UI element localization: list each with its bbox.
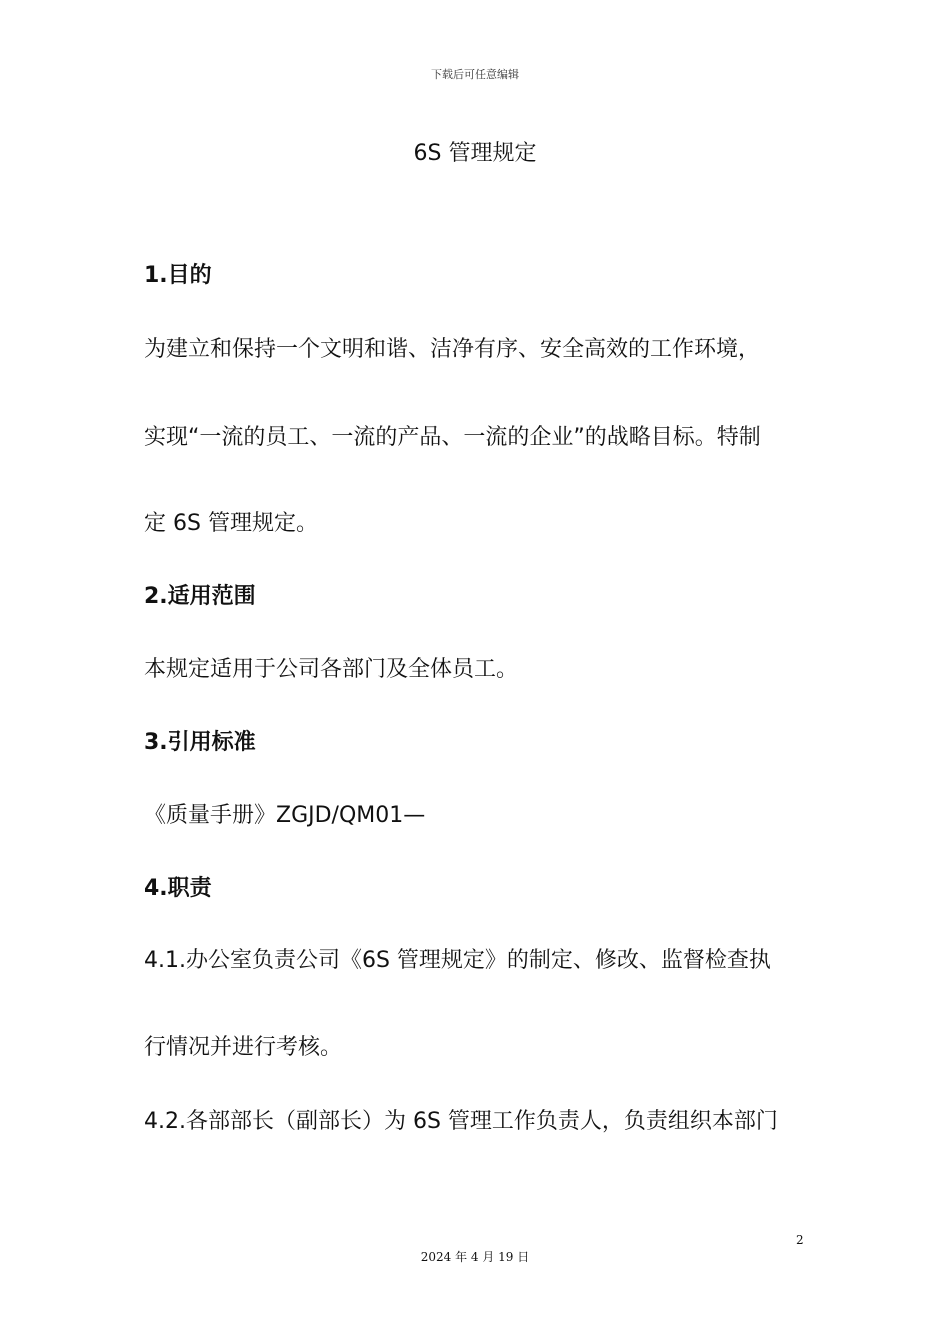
paragraph-line: 实现“一流的员工、一流的产品、一流的企业”的战略目标。特制 — [144, 425, 761, 450]
paragraph-line: 4.1.办公室负责公司《6S 管理规定》的制定、修改、监督检查执 — [144, 948, 771, 973]
paragraph-line: 为建立和保持一个文明和谐、洁净有序、安全高效的工作环境， — [144, 337, 761, 362]
section-heading: 2.适用范围 — [144, 584, 256, 609]
footer-date: 2024 年 4 月 19 日 — [420, 1250, 530, 1264]
paragraph-line: 4.2.各部部长（副部长）为 6S 管理工作负责人，负责组织本部门 — [144, 1109, 778, 1134]
document-title: 6S 管理规定 — [413, 141, 537, 166]
paragraph-line: 定 6S 管理规定。 — [144, 511, 318, 536]
paragraph-line: 本规定适用于公司各部门及全体员工。 — [144, 657, 519, 682]
header-note: 下载后可任意编辑 — [431, 68, 519, 81]
paragraph-line: 《质量手册》ZGJD/QM01— — [144, 803, 426, 828]
section-heading: 3.引用标准 — [144, 730, 256, 755]
paragraph-line: 行情况并进行考核。 — [144, 1035, 343, 1060]
section-heading: 4.职责 — [144, 876, 212, 901]
page-number: 2 — [796, 1233, 804, 1247]
section-heading: 1.目的 — [144, 263, 212, 288]
